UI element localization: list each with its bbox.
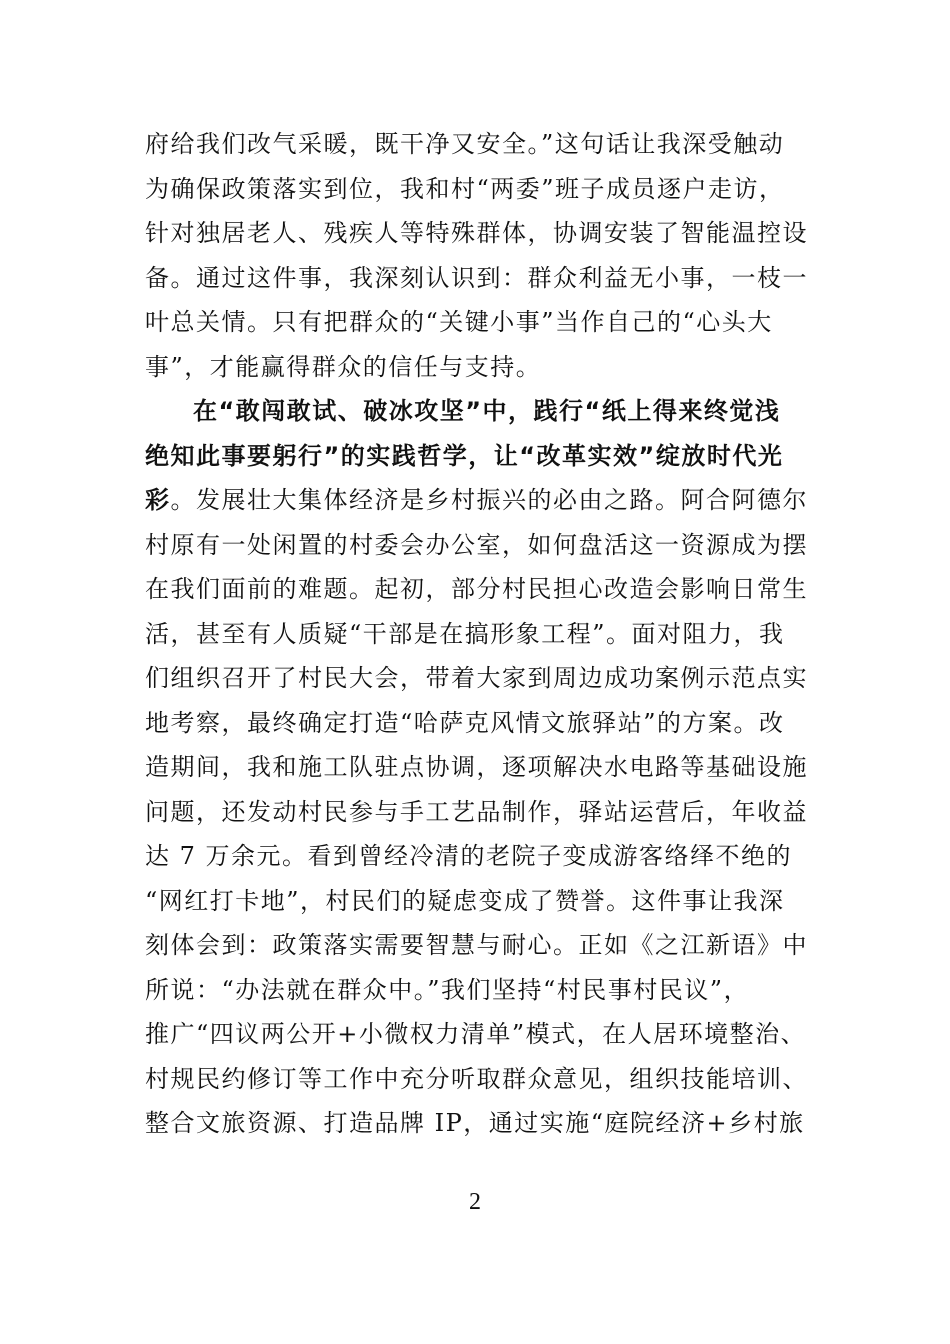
body-line: 达 7 万余元。看到曾经冷清的老院子变成游客络绎不绝的 bbox=[145, 842, 793, 870]
body-line: 刻体会到：政策落实需要智慧与耐心。正如《之江新语》中 bbox=[145, 931, 808, 959]
body-line: 在我们面前的难题。起初，部分村民担心改造会影响日常生 bbox=[145, 575, 808, 603]
body-line bbox=[145, 484, 808, 516]
body-line: 事”，才能赢得群众的信任与支持。 bbox=[145, 353, 542, 381]
heading-end-char: 彩 bbox=[145, 486, 171, 514]
body-line: 备。通过这件事，我深刻认识到：群众利益无小事，一枝一 bbox=[145, 264, 808, 292]
section-heading-line: 在“敢闯敢试、破冰攻坚”中，践行“纸上得来终觉浅 bbox=[193, 397, 781, 425]
body-line: 村原有一处闲置的村委会办公室，如何盘活这一资源成为摆 bbox=[145, 531, 808, 559]
body-line: 叶总关情。只有把群众的“关键小事”当作自己的“心头大 bbox=[145, 308, 773, 336]
body-line: 们组织召开了村民大会，带着大家到周边成功案例示范点实 bbox=[145, 664, 808, 692]
body-line: 整合文旅资源、打造品牌 IP，通过实施“庭院经济+乡村旅 bbox=[145, 1109, 805, 1137]
body-line: 针对独居老人、残疾人等特殊群体，协调安装了智能温控设 bbox=[145, 219, 808, 247]
body-line: 府给我们改气采暖，既干净又安全。”这句话让我深受触动 bbox=[145, 130, 785, 158]
body-line: 为确保政策落实到位，我和村“两委”班子成员逐户走访， bbox=[145, 175, 785, 203]
section-heading-line: 绝知此事要躬行”的实践哲学，让“改革实效”绽放时代光 bbox=[145, 442, 784, 470]
page-number: 2 bbox=[469, 1189, 481, 1215]
body-line: 问题，还发动村民参与手工艺品制作，驿站运营后，年收益 bbox=[145, 798, 808, 826]
body-line: 所说：“办法就在群众中。”我们坚持“村民事村民议”， bbox=[145, 976, 750, 1004]
body-line: 造期间，我和施工队驻点协调，逐项解决水电路等基础设施 bbox=[145, 753, 808, 781]
body-line: 活，甚至有人质疑“干部是在搞形象工程”。面对阻力，我 bbox=[145, 620, 785, 648]
body-text: 。发展壮大集体经济是乡村振兴的必由之路。阿合阿德尔 bbox=[170, 486, 808, 514]
body-line: 地考察，最终确定打造“哈萨克风情文旅驿站”的方案。改 bbox=[145, 709, 785, 737]
body-line: 推广“四议两公开+小微权力清单”模式，在人居环境整治、 bbox=[145, 1020, 807, 1048]
body-line: 村规民约修订等工作中充分听取群众意见，组织技能培训、 bbox=[145, 1065, 808, 1093]
body-line: “网红打卡地”，村民们的疑虑变成了赞誉。这件事让我深 bbox=[145, 887, 785, 915]
